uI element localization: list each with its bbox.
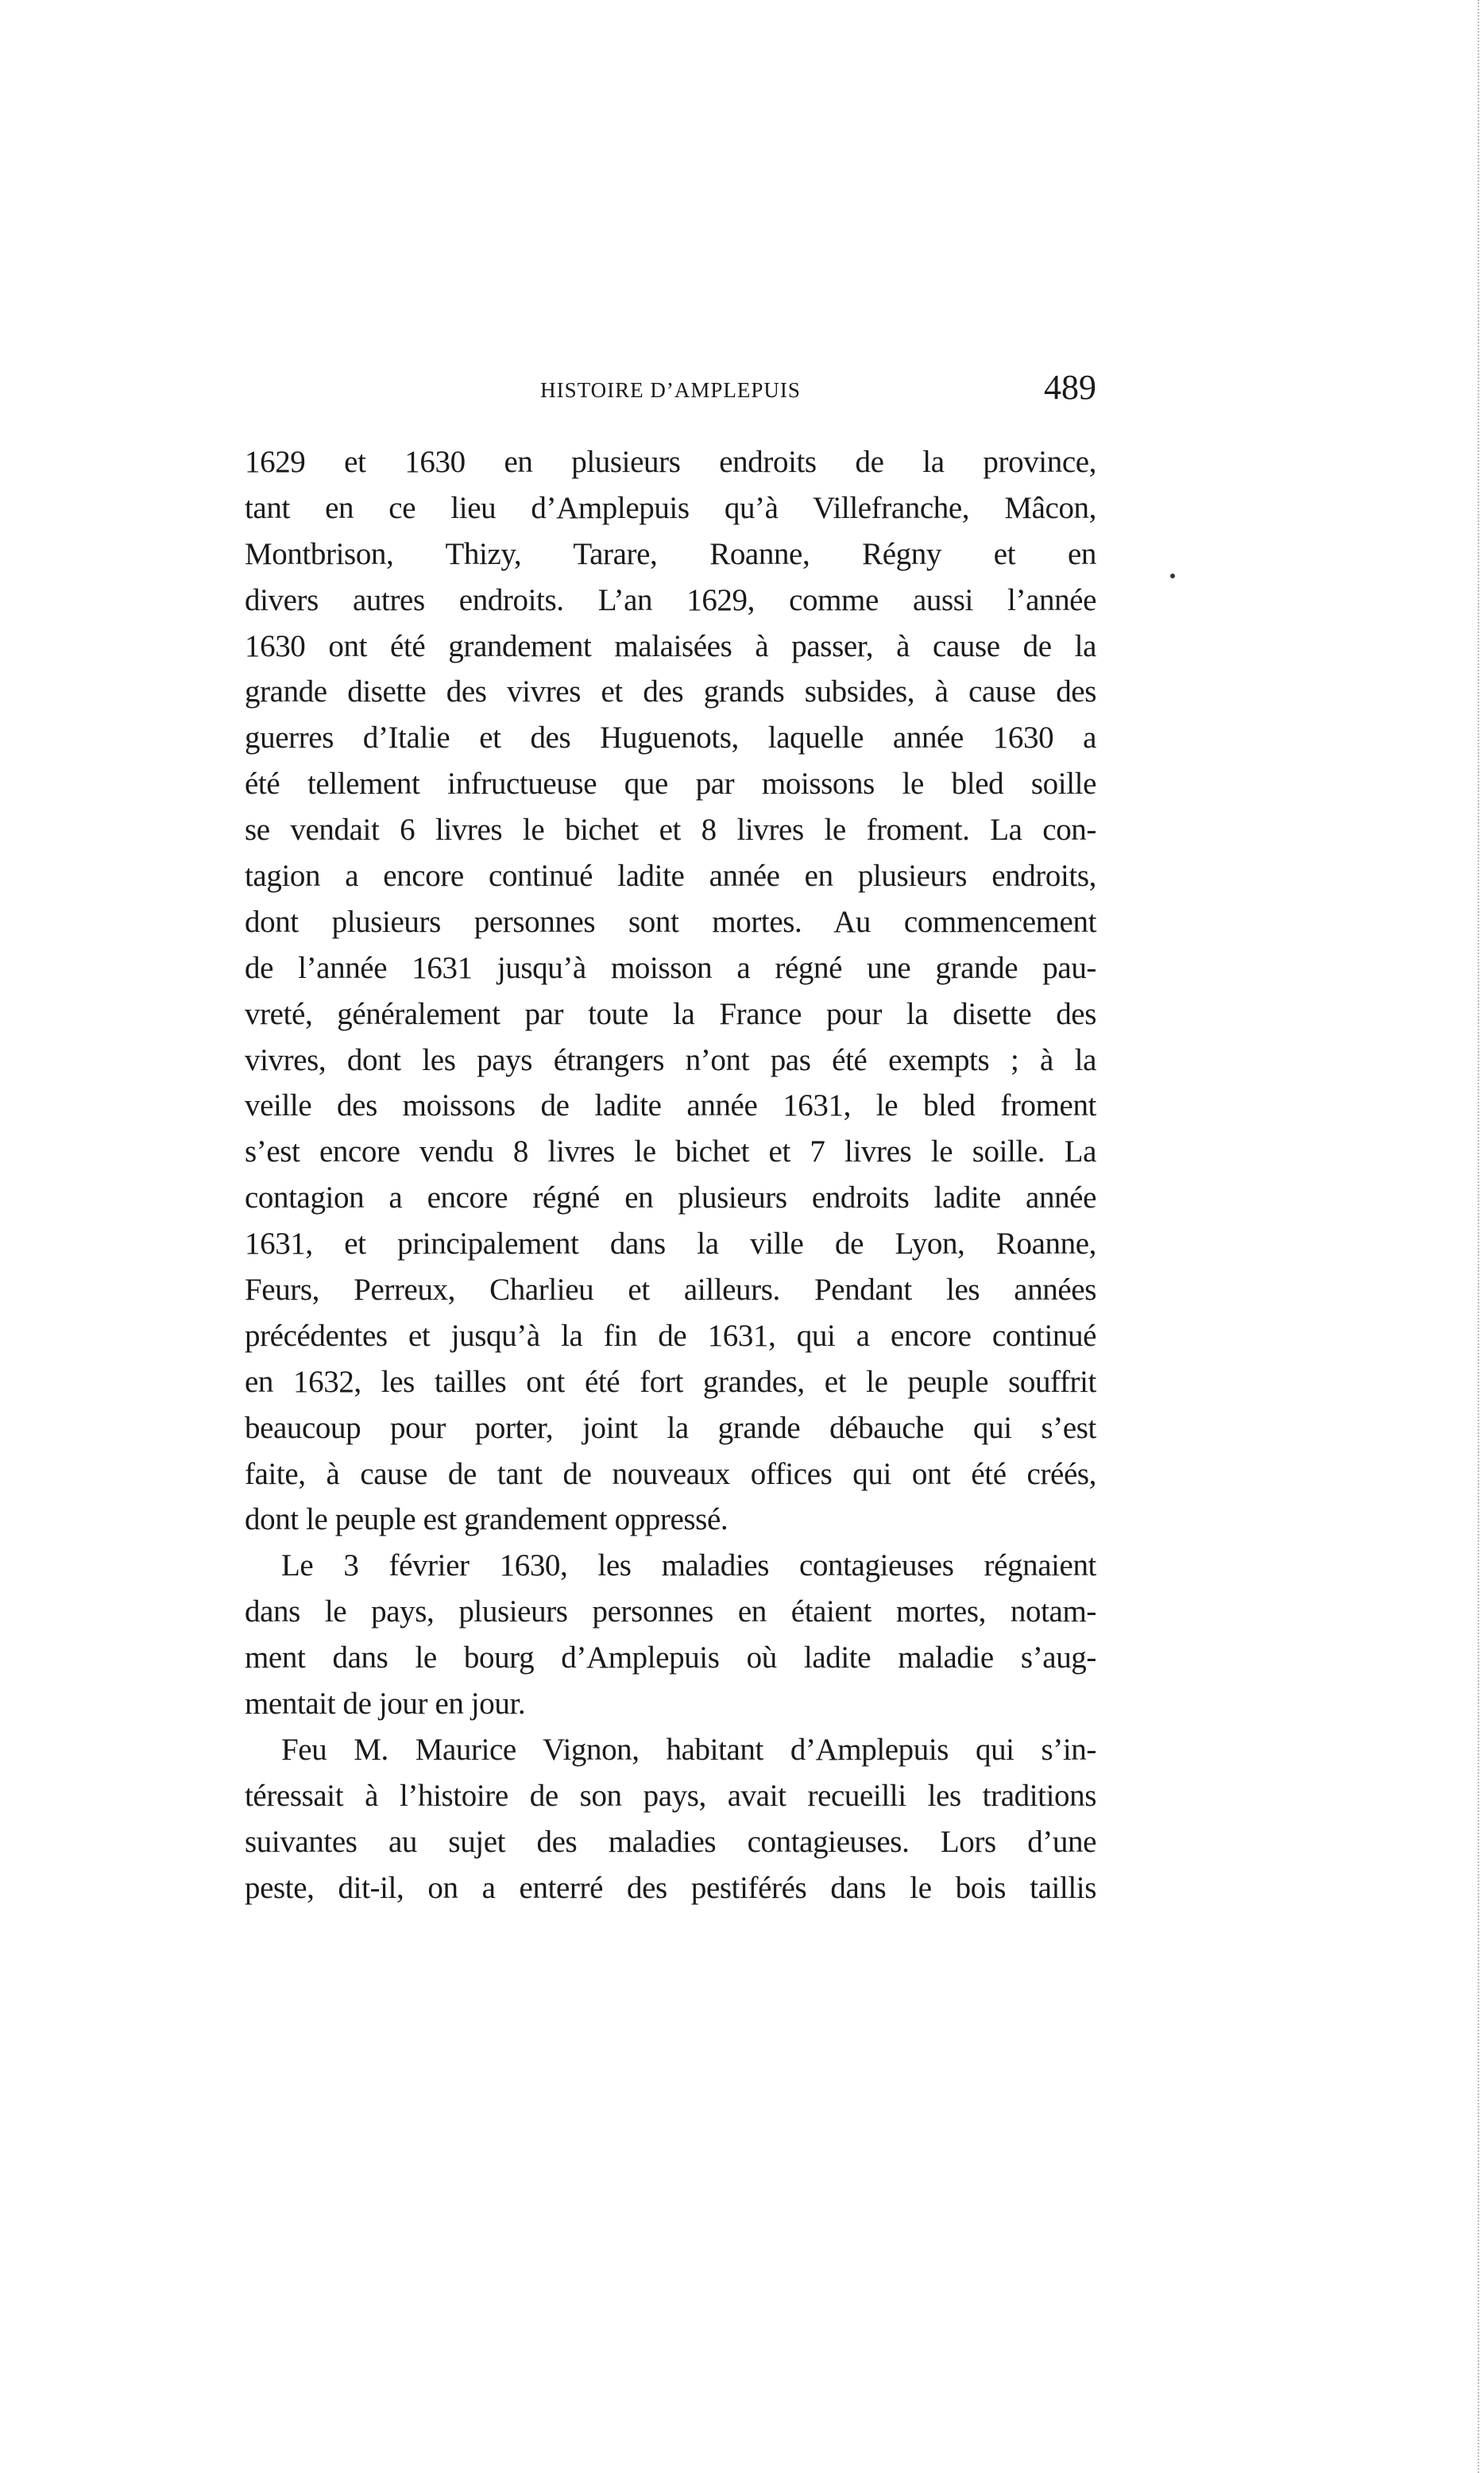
text-line: tant en ce lieu d’Amplepuis qu’à Villefranche, Mâcon, xyxy=(245,490,1096,525)
text-line: faite, à cause de tant de nouveaux offices qui ont été créés, xyxy=(245,1456,1096,1491)
text-line: mentait de jour en jour. xyxy=(245,1687,526,1721)
text-line: tagion a encore continué ladite année en plusieurs endroits, xyxy=(245,859,1096,894)
text-line: suivantes au sujet des maladies contagieuses. Lors d’une xyxy=(245,1824,1096,1859)
paragraph xyxy=(245,1543,1096,1727)
text-line: Montbrison, Thizy, Tarare, Roanne, Régny et en xyxy=(245,536,1096,571)
text-line: dans le pays, plusieurs personnes en étaient mortes, notam- xyxy=(245,1594,1096,1629)
text-line: divers autres endroits. L’an 1629, comme aussi l’année xyxy=(245,582,1096,617)
scan-speck xyxy=(1170,574,1175,578)
text-line: grande disette des vivres et des grands subsides, à cause des xyxy=(245,674,1096,709)
text-line: peste, dit-il, on a enterré des pestiférés dans le bois taillis xyxy=(245,1870,1096,1905)
running-title: HISTOIRE D’AMPLEPUIS xyxy=(540,378,801,402)
text-line: vreté, généralement par toute la France pour la disette des xyxy=(245,996,1096,1031)
body-text xyxy=(245,439,1096,1911)
scan-page-edge xyxy=(1478,0,1479,2473)
text-line: Feurs, Perreux, Charlieu et ailleurs. Pendant les années xyxy=(245,1273,1096,1308)
text-line: de l’année 1631 jusqu’à moisson a régné une grande pau- xyxy=(245,950,1096,985)
text-line: 1630 ont été grandement malaisées à passer, à cause de la xyxy=(245,628,1096,663)
page-number: 489 xyxy=(1044,368,1096,407)
text-line: téressait à l’histoire de son pays, avait recueilli les traditions xyxy=(245,1778,1096,1813)
text-line: dont le peuple est grandement oppressé. xyxy=(245,1502,728,1537)
text-line: beaucoup pour porter, joint la grande débauche qui s’est xyxy=(245,1410,1096,1445)
text-line: été tellement infructueuse que par moissons le bled soille xyxy=(245,767,1096,802)
paragraph xyxy=(245,439,1096,1543)
text-line: veille des moissons de ladite année 1631, le bled froment xyxy=(245,1088,1096,1123)
text-line: Le 3 février 1630, les maladies contagieuses régnaient xyxy=(281,1548,1096,1583)
text-line: dont plusieurs personnes sont mortes. Au commencement xyxy=(245,904,1096,939)
text-line: 1631, et principalement dans la ville de Lyon, Roanne, xyxy=(245,1227,1096,1262)
text-line: guerres d’Italie et des Huguenots, laquelle année 1630 a xyxy=(245,721,1096,755)
text-line: vivres, dont les pays étrangers n’ont pas été exempts ; à la xyxy=(245,1042,1096,1077)
text-line: se vendait 6 livres le bichet et 8 livres le froment. La con- xyxy=(245,813,1096,848)
paragraph xyxy=(245,1727,1096,1911)
text-line: ment dans le bourg d’Amplepuis où ladite maladie s’aug- xyxy=(245,1640,1096,1675)
text-line: précédentes et jusqu’à la fin de 1631, qui a encore continué xyxy=(245,1318,1096,1353)
text-line: en 1632, les tailles ont été fort grandes, et le peuple souffrit xyxy=(245,1364,1096,1399)
text-line: s’est encore vendu 8 livres le bichet et 7 livres le soille. La xyxy=(245,1134,1096,1169)
page-header xyxy=(245,367,1096,415)
text-line: contagion a encore régné en plusieurs endroits ladite année xyxy=(245,1180,1096,1215)
text-line: Feu M. Maurice Vignon, habitant d’Amplepuis qui s’in- xyxy=(281,1732,1096,1767)
text-line: 1629 et 1630 en plusieurs endroits de la province, xyxy=(245,445,1096,479)
